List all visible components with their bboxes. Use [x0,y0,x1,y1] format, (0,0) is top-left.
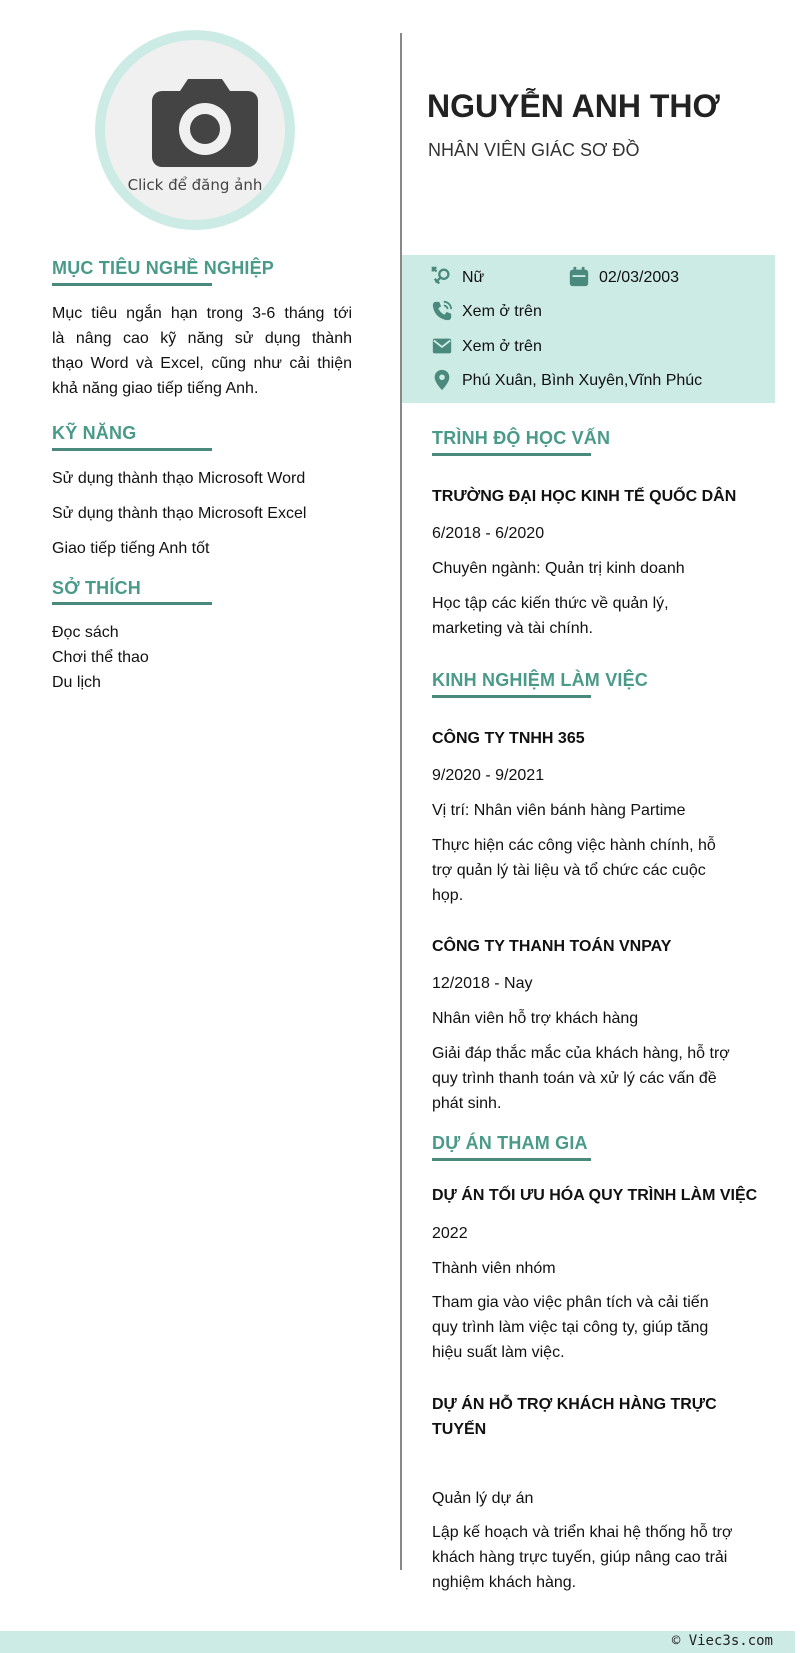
skill-item: Sử dụng thành thạo Microsoft Word [52,470,306,487]
gender-icon [431,266,453,288]
education-period: 6/2018 - 6/2020 [432,525,545,542]
footer-copyright: © Viec3s.com [671,1633,773,1649]
objective-line: thạo Word và Excel, cũng như cải thiện [52,355,352,372]
project-name [432,1392,717,1442]
job-desc-line: Giải đáp thắc mắc của khách hàng, hỗ trợ [432,1045,730,1062]
projects-title: DỰ ÁN THAM GIA [432,1133,588,1153]
experience-title: KINH NGHIỆM LÀM VIỆC [432,670,649,690]
project-desc [432,1290,709,1365]
objective-title: MỤC TIÊU NGHỀ NGHIỆP [52,258,275,278]
project-desc-line: Tham gia vào việc phân tích và cải tiến [432,1294,709,1311]
hobby-item: Chơi thể thao [52,649,149,666]
contact-box [402,255,775,403]
education-desc-line: marketing và tài chính. [432,620,593,637]
hobbies-title: SỞ THÍCH [52,578,141,598]
objective-line: khả năng giao tiếp tiếng Anh. [52,380,259,397]
objective-line: Mục tiêu ngắn hạn trong 3-6 tháng tới [52,305,352,322]
project-desc-line: nghiệm khách hàng. [432,1574,577,1591]
education-title: TRÌNH ĐỘ HỌC VẤN [432,428,611,448]
project-desc-line: Lập kế hoạch và triển khai hệ thống hỗ trợ [432,1524,733,1541]
experience-underline [432,695,591,698]
phone-value: Xem ở trên [462,303,542,320]
gender-value: Nữ [462,269,485,286]
job-desc-line: trợ quản lý tài liệu và tổ chức các cuộc [432,862,706,879]
hobbies-underline [52,602,212,605]
project-name-line: TUYẾN [432,1421,487,1438]
skill-item: Sử dụng thành thạo Microsoft Excel [52,505,307,522]
project-desc-line: quy trình làm việc tại công ty, giúp tăng [432,1319,709,1336]
job-position: Nhân viên hỗ trợ khách hàng [432,1010,639,1027]
job-position: Vị trí: Nhân viên bánh hàng Partime [432,802,686,819]
project-desc-line: hiệu suất làm việc. [432,1344,565,1361]
job-period: 9/2020 - 9/2021 [432,767,545,784]
footer-bar [0,1631,795,1653]
job-company: CÔNG TY TNHH 365 [432,730,585,747]
job-desc [432,833,716,908]
job-desc-line: phát sinh. [432,1095,502,1112]
dob-value: 02/03/2003 [599,269,680,286]
project-name: DỰ ÁN TỐI ƯU HÓA QUY TRÌNH LÀM VIỆC [432,1187,758,1204]
project-name-line: DỰ ÁN HỖ TRỢ KHÁCH HÀNG TRỰC [432,1396,717,1413]
avatar-upload[interactable] [95,30,295,230]
projects-underline [432,1158,591,1161]
email-value: Xem ở trên [462,338,542,355]
job-desc [432,1041,730,1116]
project-year: 2022 [432,1225,468,1242]
calendar-icon [568,266,590,288]
camera-icon [150,75,260,170]
job-desc-line: Thực hiện các công việc hành chính, hỗ [432,837,716,854]
email-icon [431,335,453,357]
hobbies-list [52,620,149,695]
job-company: CÔNG TY THANH TOÁN VNPAY [432,938,672,955]
location-icon [431,369,453,391]
job-period: 12/2018 - Nay [432,975,533,992]
job-desc-line: họp. [432,887,464,904]
skills-title: KỸ NĂNG [52,423,137,443]
skills-list [52,466,306,571]
address-value: Phú Xuân, Bình Xuyên,Vĩnh Phúc [462,372,703,389]
project-role: Thành viên nhóm [432,1260,556,1277]
education-underline [432,453,591,456]
education-desc-line: Học tập các kiến thức về quản lý, [432,595,669,612]
skills-underline [52,448,212,451]
job-title: NHÂN VIÊN GIÁC SƠ ĐỒ [428,140,640,160]
objective-line: là nâng cao kỹ năng sử dụng thành [52,330,352,347]
hobby-item: Du lịch [52,674,101,691]
education-desc [432,591,669,641]
project-desc-line: khách hàng trực tuyến, giúp nâng cao trải [432,1549,728,1566]
objective-underline [52,283,212,286]
skill-item: Giao tiếp tiếng Anh tốt [52,540,210,557]
candidate-name: NGUYỄN ANH THƠ [427,88,720,124]
hobby-item: Đọc sách [52,624,119,641]
objective-text [52,301,352,401]
project-desc [432,1520,732,1595]
project-role: Quản lý dự án [432,1490,534,1507]
avatar-upload-label: Click để đăng ảnh [127,176,263,194]
school-name: TRƯỜNG ĐẠI HỌC KINH TẾ QUỐC DÂN [432,488,737,505]
education-major: Chuyên ngành: Quản trị kinh doanh [432,560,685,577]
job-desc-line: quy trình thanh toán và xử lý các vấn đề [432,1070,717,1087]
phone-icon [431,300,453,322]
